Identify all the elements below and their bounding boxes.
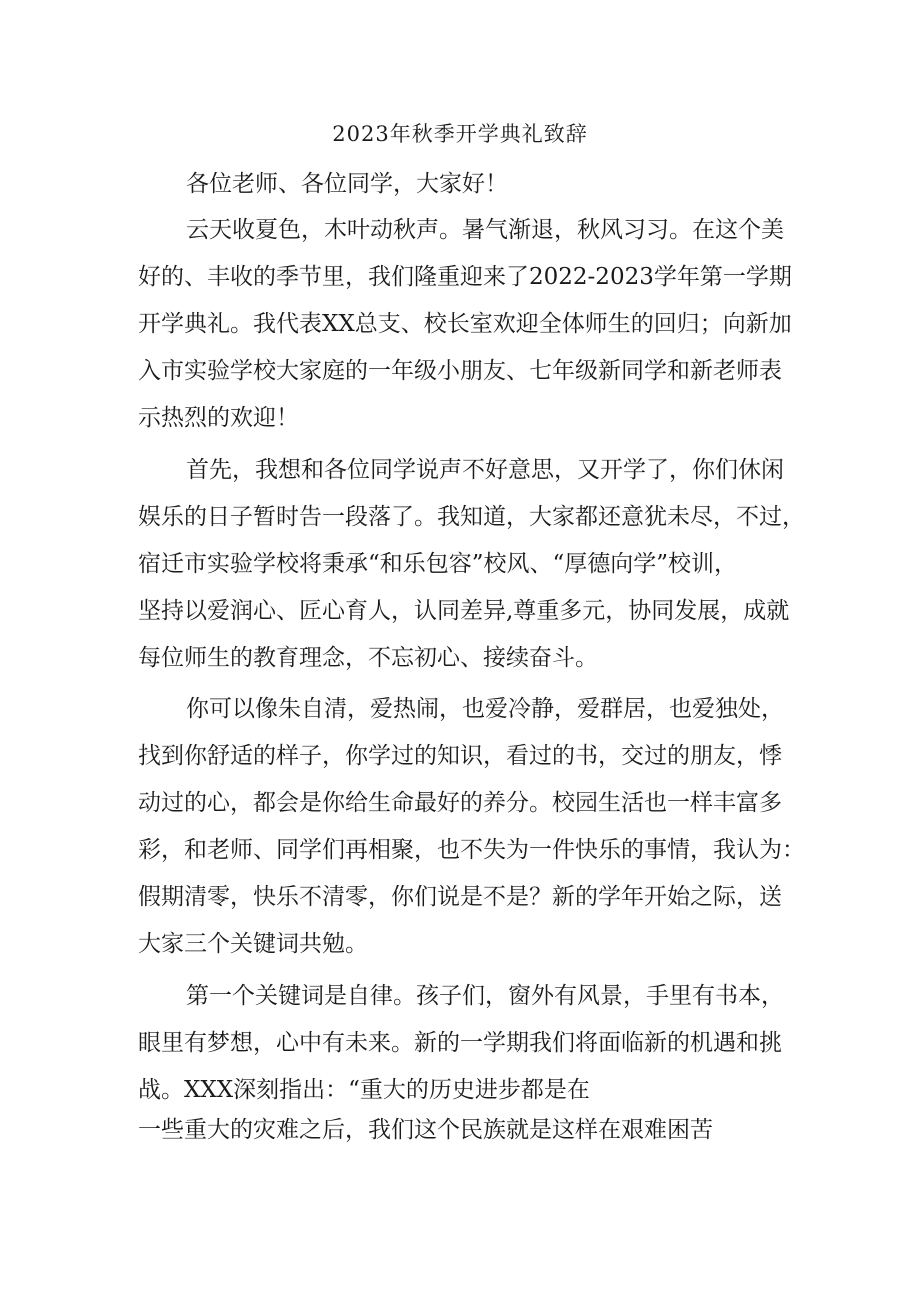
paragraph-line: 每位师生的教育理念，不忘初心、接续奋斗。 — [138, 645, 598, 671]
paragraph-line: 坚持以爱润心、匠心育人，认同差异,尊重多元，协同发展，成就 — [138, 598, 790, 624]
paragraph-line: 大家三个关键词共勉。 — [138, 931, 368, 957]
paragraph-line: 眼里有梦想，心中有未来。新的一学期我们将面临新的机遇和挑 — [138, 1030, 782, 1056]
paragraph-line: 假期清零，快乐不清零，你们说是不是？新的学年开始之际，送 — [138, 884, 782, 910]
paragraph-line: 一些重大的灾难之后，我们这个民族就是这样在艰难困苦 — [138, 1117, 713, 1143]
document-title: 2023年秋季开学典礼致辞 — [332, 122, 588, 146]
paragraph-line: 第一个关键词是自律。孩子们，窗外有风景，手里有书本， — [186, 983, 784, 1009]
paragraph-line: 你可以像朱自清，爱热闹，也爱冷静，爱群居，也爱独处， — [186, 696, 784, 722]
paragraph-line: 找到你舒适的样子，你学过的知识，看过的书，交过的朋友，悸 — [138, 743, 782, 769]
paragraph-line: 首先，我想和各位同学说声不好意思，又开学了，你们休闲 — [186, 457, 784, 483]
paragraph-line: 好的、丰收的季节里，我们隆重迎来了2022-2023学年第一学期 — [138, 264, 792, 290]
paragraph-line: 战。XXX深刻指出：“重大的历史进步都是在 — [138, 1077, 590, 1103]
paragraph-line: 开学典礼。我代表XX总支、校长室欢迎全体师生的回归；向新加 — [138, 311, 792, 337]
paragraph-line: 宿迁市实验学校将秉承“和乐包容”校风、“厚德向学”校训， — [138, 551, 738, 577]
greeting-line: 各位老师、各位同学，大家好！ — [186, 171, 508, 197]
paragraph-line: 云天收夏色，木叶动秋声。暑气渐退，秋风习习。在这个美 — [186, 217, 784, 243]
paragraph-line: 彩，和老师、同学们再相聚，也不失为一件快乐的事情，我认为： — [138, 837, 805, 863]
paragraph-line: 示热烈的欢迎！ — [138, 405, 299, 431]
paragraph-line: 动过的心，都会是你给生命最好的养分。校园生活也一样丰富多 — [138, 790, 782, 816]
paragraph-line: 入市实验学校大家庭的一年级小朋友、七年级新同学和新老师表 — [138, 358, 782, 384]
paragraph-line: 娱乐的日子暂时告一段落了。我知道，大家都还意犹未尽，不过， — [138, 504, 805, 530]
